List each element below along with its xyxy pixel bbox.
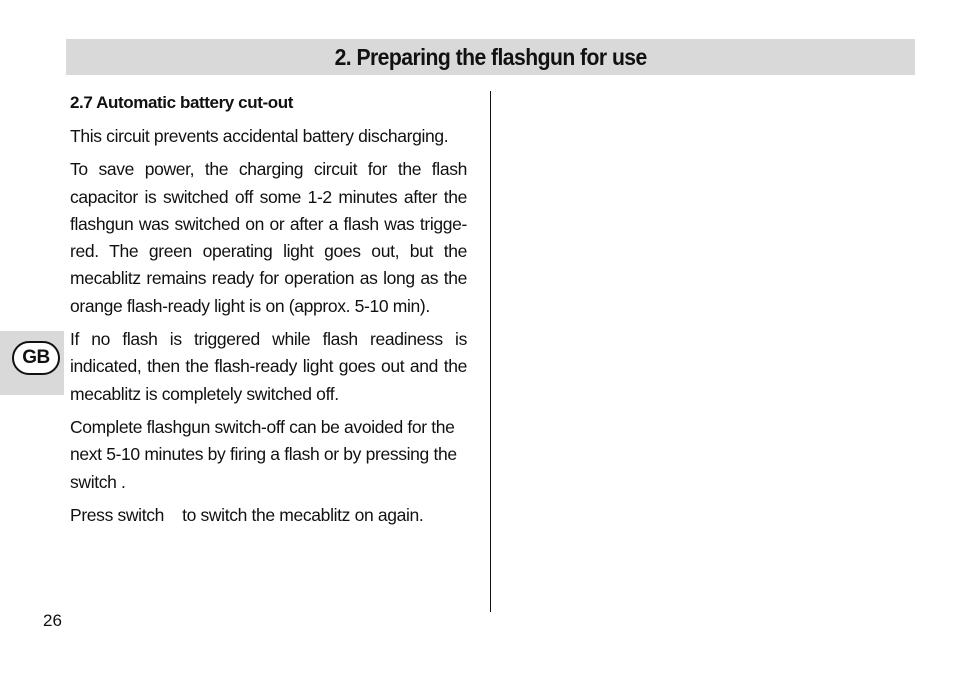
column-divider <box>490 91 491 612</box>
paragraph-avoid-switch-off: Complete flashgun switch-off can be avoided for the next 5-10 minutes by firing a flash or by pressing the switch . <box>70 416 457 492</box>
paragraph-power-saving: To save power, the charging circuit for the flash capacitor is switched off some 1-2 minutes after the flashgun was switched on or after a flash was trigge-red. The green operating light goes out, but the mecablitz remains ready for operation as long as the orange flash-ready light is on (approx. 5-10 min). <box>70 159 467 316</box>
paragraph-switch-off: If no flash is triggered while flash readiness is indicated, then the flash-ready light goes out and the mecablitz is completely switched off. <box>70 329 467 404</box>
page-number: 26 <box>43 611 62 630</box>
section-heading: 2.7 Automatic battery cut-out <box>70 93 293 112</box>
header-bar <box>66 39 915 75</box>
language-badge: GB <box>12 341 60 375</box>
paragraph-intro: This circuit prevents accidental battery discharging. <box>70 126 449 146</box>
page-title: 2. Preparing the flashgun for use <box>334 43 647 70</box>
main-content <box>70 92 467 535</box>
paragraph-switch-on: Press switch to switch the mecablitz on again. <box>70 504 424 525</box>
